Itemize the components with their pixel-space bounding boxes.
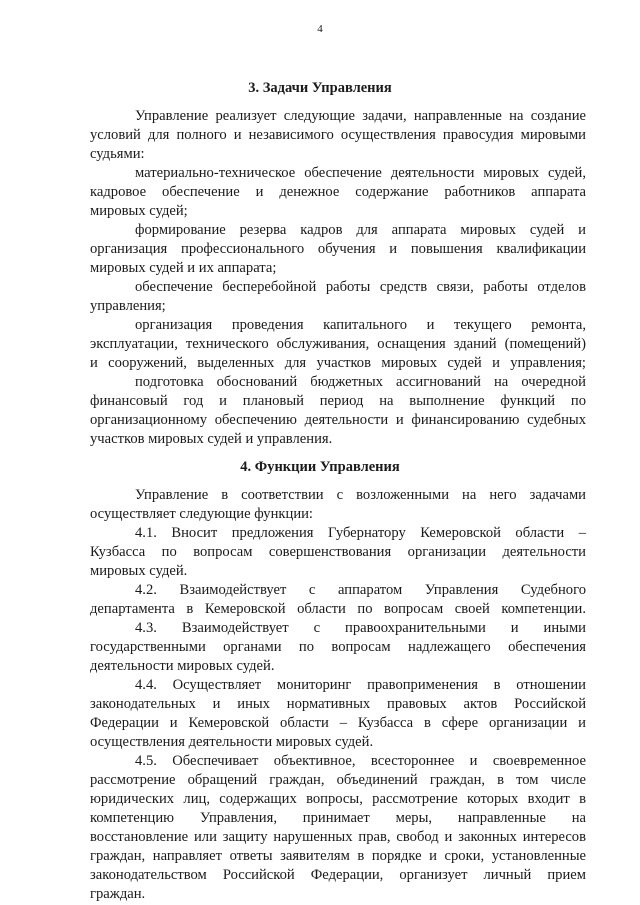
text-line: граждан.	[90, 886, 146, 902]
text-line: 4.1. Вносит предложения Губернатору Кемеровской области –	[135, 525, 586, 541]
text-line: осуществления деятельности мировых судей.	[90, 734, 374, 750]
text-line: обеспечение бесперебойной работы средств связи, работы отделов	[135, 279, 586, 295]
text-line: мировых судей.	[90, 563, 188, 579]
text-line: 4.4. Осуществляет мониторинг правоприменения в отношении	[135, 677, 586, 693]
text-line: восстановление или защиту нарушенных прав, свобод и законных интересов	[90, 829, 586, 845]
text-line: участков мировых судей и управления.	[90, 431, 333, 447]
text-line: организационному обеспечению деятельности и финансированию судебных	[90, 412, 586, 428]
text-line: 4.2. Взаимодействует с аппаратом Управления Судебного	[135, 582, 586, 598]
text-line: судьями:	[90, 146, 145, 162]
text-line: мировых судей;	[90, 203, 188, 219]
text-line: 4.5. Обеспечивает объективное, всестороннее и своевременное	[135, 753, 586, 769]
text-line: Федерации и Кемеровской области – Кузбасса в сфере организации и	[90, 715, 586, 731]
text-line: рассмотрение обращений граждан, объединений граждан, в том числе	[90, 772, 586, 788]
text-line: 4.3. Взаимодействует с правоохранительными и иными	[135, 620, 586, 636]
text-line: Кузбасса по вопросам совершенствования организации деятельности	[90, 544, 586, 560]
text-line: законодательных и иных нормативных правовых актов Российской	[90, 696, 586, 712]
text-line: организация профессионального обучения и повышения квалификации	[90, 241, 586, 257]
text-line: Управление в соответствии с возложенными на него задачами	[135, 487, 586, 503]
section-3-heading: 3. Задачи Управления	[248, 80, 392, 96]
text-line: деятельности мировых судей.	[90, 658, 275, 674]
text-line: кадровое обеспечение и денежное содержание работников аппарата	[90, 184, 586, 200]
text-line: материально-техническое обеспечение деятельности мировых судей,	[135, 165, 586, 181]
text-line: финансовый год и плановый период на выполнение функций по	[90, 393, 586, 409]
text-line: управления;	[90, 298, 166, 314]
text-line: граждан, направляет ответы заявителям в порядке и сроки, установленные	[90, 848, 586, 864]
text-line: юридических лиц, содержащих вопросы, рассмотрение которых входит в	[90, 791, 586, 807]
text-line: и сооружений, выделенных для участков мировых судей и управления;	[90, 355, 586, 371]
text-line: департамента в Кемеровской области по вопросам своей компетенции.	[90, 601, 586, 617]
text-line: эксплуатации, технического обслуживания, оснащения зданий (помещений)	[90, 336, 586, 352]
text-line: Управление реализует следующие задачи, направленные на создание	[135, 108, 586, 124]
text-line: осуществляет следующие функции:	[90, 506, 313, 522]
text-line: мировых судей и их аппарата;	[90, 260, 277, 276]
text-line: компетенцию Управления, принимает меры, направленные на	[90, 810, 586, 826]
text-line: законодательством Российской Федерации, организует личный прием	[90, 867, 586, 883]
text-line: подготовка обоснований бюджетных ассигнований на очередной	[135, 374, 586, 390]
text-line: формирование резерва кадров для аппарата мировых судей и	[135, 222, 586, 238]
text-line: условий для полного и независимого осуществления правосудия мировыми	[90, 127, 586, 143]
text-line: организация проведения капитального и текущего ремонта,	[135, 317, 586, 333]
section-4-heading: 4. Функции Управления	[240, 459, 400, 475]
page-number: 4	[317, 23, 323, 35]
text-line: государственными органами по вопросам надлежащего обеспечения	[90, 639, 586, 655]
